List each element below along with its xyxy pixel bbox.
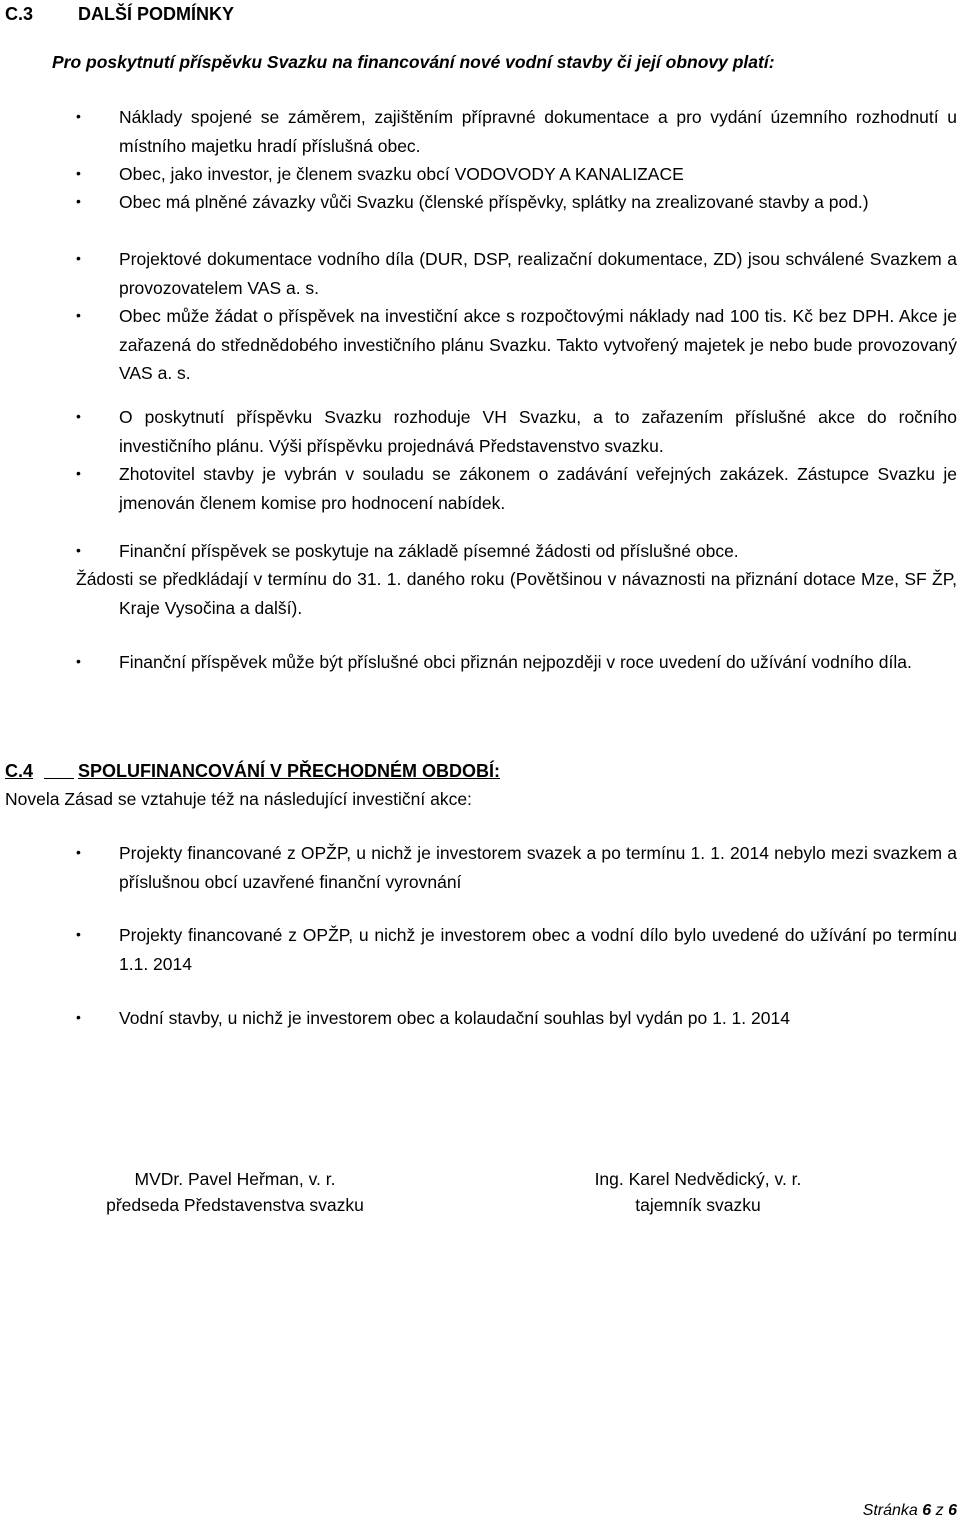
list-item: Obec může žádat o příspěvek na investiční akce s rozpočtovými náklady nad 100 tis. Kč bez DPH. Akce je zařazená do střednědobého investičního plánu Svazku. Takto vytvořený majetek je nebo bude provozovaný VAS a. s. — [119, 306, 957, 383]
requests-paragraph: Žádosti se předkládají v termínu do 31. 1. daného roku (Povětšinou v návaznosti na přiznání dotace Mze, SF ŽP, Kraje Vysočina a další). — [76, 569, 957, 618]
footer-separator: z — [935, 1502, 944, 1519]
footer-prefix: Stránka — [862, 1502, 918, 1519]
bullet-marker: • — [76, 165, 81, 181]
signatory-name: MVDr. Pavel Heřman, v. r. — [134, 1169, 336, 1189]
bullet-marker: • — [76, 1009, 81, 1025]
section-number: C.4 — [5, 761, 34, 781]
list-item: Finanční příspěvek může být příslušné obci přiznán nejpozději v roce uvedení do užívání vodního díla. — [119, 652, 912, 672]
list-item: O poskytnutí příspěvku Svazku rozhoduje VH Svazku, a to zařazením příslušné akce do ročního investičního plánu. Výši příspěvku projednává Představenstvo svazku. — [119, 407, 957, 456]
list-item: Náklady spojené se záměrem, zajištěním přípravné dokumentace a pro vydání územního rozhodnutí u místního majetku hradí příslušná obec. — [119, 107, 957, 156]
list-item: Zhotovitel stavby je vybrán v souladu se zákonem o zadávání veřejných zakázek. Zástupce Svazku je jmenován členem komise pro hodnocení nabídek. — [119, 464, 957, 513]
list-item: Vodní stavby, u nichž je investorem obec a kolaudační souhlas byl vydán po 1. 1. 2014 — [119, 1008, 790, 1028]
bullet-marker: • — [76, 408, 81, 424]
bullet-marker: • — [76, 307, 81, 323]
bullet-marker: • — [76, 193, 81, 209]
section-heading-c4 — [0, 761, 960, 785]
bullet-marker: • — [76, 108, 81, 124]
signatory-role: předseda Představenstva svazku — [106, 1195, 364, 1215]
section-title: DALŠÍ PODMÍNKY — [78, 4, 235, 24]
bullet-marker: • — [76, 465, 81, 481]
list-item: Projekty financované z OPŽP, u nichž je investorem svazek a po termínu 1. 1. 2014 nebylo mezi svazkem a příslušnou obcí uzavřené finanční vyrovnání — [119, 843, 957, 892]
section-intro: Novela Zásad se vztahuje též na následující investiční akce: — [5, 789, 472, 809]
signatory-role: tajemník svazku — [635, 1195, 761, 1215]
list-item: Obec, jako investor, je členem svazku obcí VODOVODY A KANALIZACE — [119, 164, 684, 184]
section-heading-c3 — [0, 4, 960, 28]
list-item: Projektové dokumentace vodního díla (DUR, DSP, realizační dokumentace, ZD) jsou schválené Svazkem a provozovatelem VAS a. s. — [119, 249, 957, 298]
bullet-marker: • — [76, 653, 81, 669]
signature-left — [60, 1166, 410, 1218]
footer-page-number: 6 — [922, 1502, 932, 1519]
section-number: C.3 — [5, 4, 34, 24]
page-footer — [863, 1502, 957, 1520]
heading-underline-gap — [44, 761, 74, 782]
section-intro: Pro poskytnutí příspěvku Svazku na financování nové vodní stavby či její obnovy platí: — [52, 52, 775, 72]
bullet-marker: • — [76, 250, 81, 266]
list-item: Finanční příspěvek se poskytuje na základě písemné žádosti od příslušné obce. — [119, 541, 739, 561]
signatory-name: Ing. Karel Nedvědický, v. r. — [594, 1169, 802, 1189]
list-item: Obec má plněné závazky vůči Svazku (členské příspěvky, splátky na zrealizované stavby a pod.) — [119, 192, 869, 212]
list-item: Projekty financované z OPŽP, u nichž je investorem obec a vodní dílo bylo uvedené do užívání po termínu 1.1. 2014 — [119, 925, 957, 974]
bullet-marker: • — [76, 926, 81, 942]
footer-page-total: 6 — [948, 1502, 957, 1519]
section-title: SPOLUFINANCOVÁNÍ V PŘECHODNÉM OBDOBÍ: — [78, 761, 501, 781]
bullet-marker: • — [76, 542, 81, 558]
bullet-marker: • — [76, 844, 81, 860]
signature-right — [548, 1166, 848, 1218]
